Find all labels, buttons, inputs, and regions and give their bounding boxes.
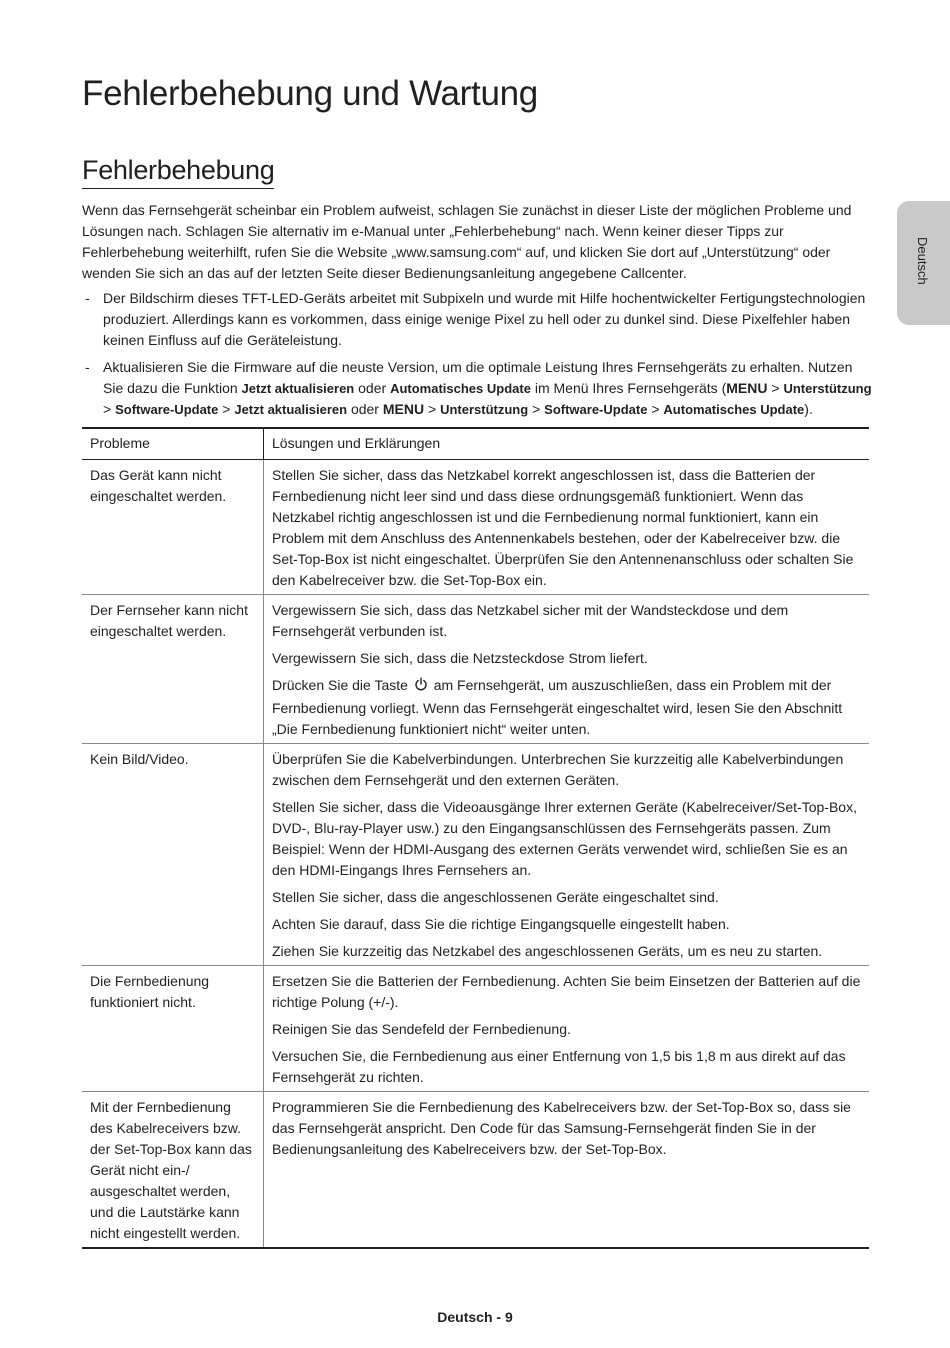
- note-item: [82, 357, 872, 420]
- note-text: Aktualisieren Sie die Firmware auf die neuste Version, um die optimale Leistung Ihres Fernsehgeräts zu erhalten. Nutzen Sie dazu die Funktion: [103, 359, 853, 396]
- problem-cell: Mit der Fernbedienung des Kabelreceivers bzw. der Set-Top-Box kann das Gerät nicht ein-/ ausgeschaltet werden, und die Lautstärke kann nicht eingestellt werden.: [82, 1092, 264, 1249]
- table-row: [82, 966, 869, 1092]
- menu-term: Software-Update: [544, 402, 648, 417]
- table-row: [82, 460, 869, 595]
- table-row: [82, 1092, 869, 1249]
- solution-text: Stellen Sie sicher, dass das Netzkabel korrekt angeschlossen ist, dass die Batterien der Fernbedienung nicht leer sind und dass diese ordnungsgemäß funktioniert. Wenn das Netzkabel richtig angeschlossen ist und die Fernbedienung normal funktioniert, kann ein Problem mit dem Anschluss des Antennenkabels bestehen, oder der Kabelreceiver bzw. die Set-Top-Box ist nicht eingeschaltet. Überprüfen Sie den Antennenanschluss oder schalten Sie den Kabelreceiver bzw. die Set-Top-Box ein.: [272, 467, 854, 588]
- solution-cell: [264, 460, 870, 595]
- page-footer: Deutsch - 9: [437, 1309, 513, 1325]
- solution-text: Achten Sie darauf, dass Sie die richtige Eingangsquelle eingestellt haben.: [272, 916, 730, 932]
- solution-text: Überprüfen Sie die Kabelverbindungen. Unterbrechen Sie kurzzeitig alle Kabelverbindungen zwischen dem Fernsehgerät und den externen Geräten.: [272, 751, 844, 788]
- power-icon: [414, 677, 428, 698]
- separator: >: [647, 401, 664, 417]
- problem-cell: Die Fernbedienung funktioniert nicht.: [82, 966, 264, 1092]
- note-text: oder: [354, 380, 391, 396]
- separator: >: [528, 401, 545, 417]
- solution-text: Stellen Sie sicher, dass die Videoausgänge Ihrer externen Geräte (Kabelreceiver/Set-Top-Box, DVD-, Blu-ray-Player usw.) zu den Eingangsanschlüssen des Fernsehgeräts passen. Zum Beispiel: Wenn der HDMI-Ausgang des externen Geräts verwendet wird, schließen Sie es an den HDMI-Eingangs Ihres Fernsehers an.: [272, 799, 857, 878]
- menu-term: Automatisches Update: [390, 381, 531, 396]
- note-item: [82, 288, 872, 351]
- solution-text: Programmieren Sie die Fernbedienung des Kabelreceivers bzw. der Set-Top-Box so, dass sie das Fernsehgerät anspricht. Den Code für das Samsung-Fernsehgerät finden Sie in der Bedienungsanleitung des Kabelreceivers bzw. der Set-Top-Box.: [272, 1099, 851, 1157]
- section-title: Fehlerbehebung: [82, 155, 274, 189]
- solution-text-power: [272, 675, 861, 740]
- note-text: Der Bildschirm dieses TFT-LED-Geräts arbeitet mit Subpixeln und wurde mit Hilfe hochentwickelter Fertigungstechnologien produziert. Allerdings kann es vorkommen, dass einige wenige Pixel zu hell oder zu dunkel sind. Diese Pixelfehler haben keinen Einfluss auf die Geräteleistung.: [103, 290, 866, 348]
- solution-text: Ersetzen Sie die Batterien der Fernbedienung. Achten Sie beim Einsetzen der Batterien auf die richtige Polung (+/-).: [272, 973, 861, 1010]
- dash-marker: -: [85, 359, 90, 375]
- note-text: ).: [804, 401, 813, 417]
- problem-cell: Der Fernseher kann nicht eingeschaltet werden.: [82, 595, 264, 744]
- notes-list: [82, 288, 872, 426]
- menu-term: MENU: [382, 401, 425, 417]
- menu-term: Unterstützung: [783, 381, 872, 396]
- menu-term: MENU: [726, 380, 768, 396]
- column-header-problems: Probleme: [82, 428, 264, 460]
- solution-text: Stellen Sie sicher, dass die angeschlossenen Geräte eingeschaltet sind.: [272, 889, 719, 905]
- menu-term: Jetzt aktualisieren: [241, 381, 355, 396]
- solution-text: Reinigen Sie das Sendefeld der Fernbedienung.: [272, 1021, 571, 1037]
- separator: >: [767, 380, 784, 396]
- table-header-row: [82, 428, 869, 460]
- problem-cell: Kein Bild/Video.: [82, 744, 264, 966]
- table-row: [82, 744, 869, 966]
- side-tab-label: Deutsch: [915, 237, 930, 285]
- page-title: Fehlerbehebung und Wartung: [82, 74, 538, 113]
- troubleshooting-table: [82, 427, 869, 1249]
- solution-cell: [264, 966, 870, 1092]
- solution-cell: [264, 744, 870, 966]
- table-row: [82, 595, 869, 744]
- column-header-solutions: Lösungen und Erklärungen: [264, 428, 870, 460]
- solution-text: Ziehen Sie kurzzeitig das Netzkabel des angeschlossenen Geräts, um es neu zu starten.: [272, 943, 823, 959]
- note-text: im Menü Ihres Fernsehgeräts (: [530, 380, 727, 396]
- menu-term: Software-Update: [115, 402, 219, 417]
- solution-text: Drücken Sie die Taste: [272, 677, 412, 693]
- solution-cell: [264, 595, 870, 744]
- separator: >: [218, 401, 235, 417]
- separator: >: [103, 401, 116, 417]
- menu-term: Automatisches Update: [663, 402, 805, 417]
- menu-term: Unterstützung: [440, 402, 529, 417]
- menu-term: Jetzt aktualisieren: [234, 402, 348, 417]
- solution-text: Vergewissern Sie sich, dass die Netzsteckdose Strom liefert.: [272, 650, 648, 666]
- note-text: oder: [347, 401, 383, 417]
- solution-text: am Fernsehgerät, um auszuschließen, dass ein Problem mit der Fernbedienung vorliegt. Wenn das Fernsehgerät eingeschaltet wird, lesen Sie den Abschnitt „Die Fernbedienung funktioniert nicht“ weiter unten.: [272, 677, 843, 737]
- problem-cell: Das Gerät kann nicht eingeschaltet werden.: [82, 460, 264, 595]
- dash-marker: -: [85, 290, 90, 306]
- solution-cell: [264, 1092, 870, 1249]
- intro-paragraph: Wenn das Fernsehgerät scheinbar ein Problem aufweist, schlagen Sie zunächst in dieser Liste der möglichen Probleme und Lösungen nach. Schlagen Sie alternativ im e-Manual unter „Fehlerbehebung“ nach. Wenn keiner dieser Tipps zur Fehlerbehebung weiterhilft, rufen Sie die Website „www.samsung.com“ auf, und klicken Sie dort auf „Unterstützung“ oder wenden Sie sich an das auf der letzten Seite dieser Bedienungsanleitung angegebene Callcenter.: [82, 202, 852, 281]
- solution-text: Versuchen Sie, die Fernbedienung aus einer Entfernung von 1,5 bis 1,8 m aus direkt auf das Fernsehgerät zu richten.: [272, 1048, 846, 1085]
- solution-text: Vergewissern Sie sich, dass das Netzkabel sicher mit der Wandsteckdose und dem Fernsehgerät verbunden ist.: [272, 602, 789, 639]
- language-side-tab: [897, 201, 950, 325]
- separator: >: [424, 401, 441, 417]
